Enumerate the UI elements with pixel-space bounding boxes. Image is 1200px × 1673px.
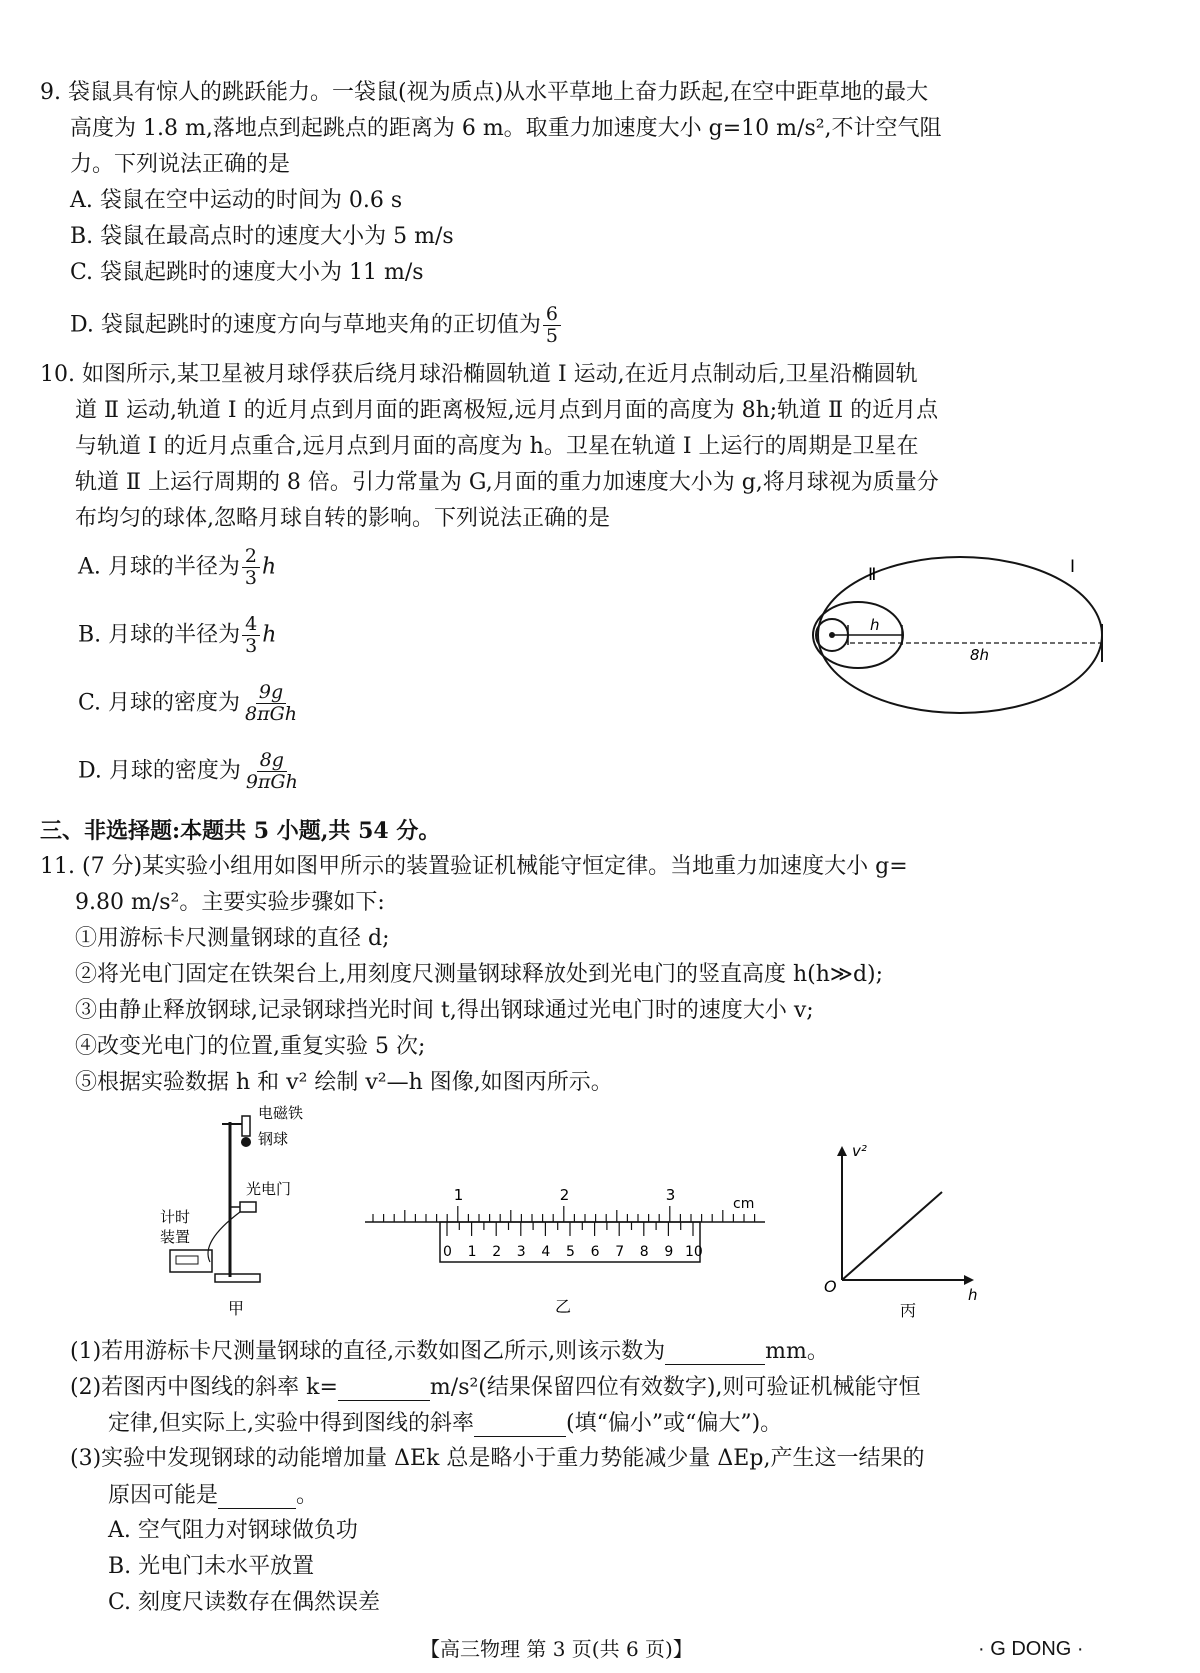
label-orbit-two: Ⅱ: [868, 565, 877, 585]
electromagnet: [242, 1116, 250, 1136]
answer-blank-reason[interactable]: [218, 1482, 296, 1509]
timer-display: [176, 1256, 198, 1264]
caption-yi: 乙: [555, 1297, 572, 1316]
answer-blank-diameter[interactable]: [665, 1338, 765, 1365]
main-scale-ticks: [373, 1206, 755, 1222]
main-scale-label: 1: [453, 1186, 464, 1204]
data-line: [842, 1192, 942, 1280]
q9-option-d-text: D. 袋鼠起跳时的速度方向与草地夹角的正切值为: [70, 312, 541, 338]
answer-blank-slope-bias[interactable]: [474, 1410, 566, 1437]
q9-option-c: C. 袋鼠起跳时的速度大小为 11 m/s: [70, 260, 424, 285]
fraction-numerator: 4: [242, 614, 260, 636]
q9-line3: 力。下列说法正确的是: [70, 152, 291, 177]
q10-option-b: [78, 614, 276, 657]
q11-sub3-text-c: 。: [296, 1483, 319, 1508]
q11-sub3-text-b: 原因可能是: [108, 1483, 219, 1508]
main-scale-label: 3: [665, 1186, 676, 1204]
vernier-scale-label: 6: [590, 1244, 600, 1260]
q11-step4: ④改变光电门的位置,重复实验 5 次;: [75, 1034, 426, 1059]
q11-sub1-text: (1)若用游标卡尺测量钢球的直径,示数如图乙所示,则该示数为: [70, 1339, 666, 1364]
vernier-scale-ticks: [447, 1222, 693, 1236]
q11-option-a: A. 空气阻力对钢球做负功: [108, 1518, 358, 1543]
vernier-scale-label: 4: [541, 1244, 551, 1260]
q10-line2: 道 Ⅱ 运动,轨道 Ⅰ 的近月点到月面的距离极短,远月点到月面的高度为 8h;轨道 Ⅱ 的近月点: [75, 398, 939, 423]
q10-line1: 10. 如图所示,某卫星被月球俘获后绕月球沿椭圆轨道 Ⅰ 运动,在近月点制动后,卫星沿椭圆轨: [40, 362, 918, 387]
section-heading: 三、非选择题:本题共 5 小题,共 54 分。: [40, 818, 441, 844]
q9-line1: 9. 袋鼠具有惊人的跳跃能力。一袋鼠(视为质点)从水平草地上奋力跃起,在空中距草地的最大: [40, 80, 929, 105]
q10-option-a-text: A. 月球的半径为: [78, 554, 240, 580]
q11-step2: ②将光电门固定在铁架台上,用刻度尺测量钢球释放处到光电门的竖直高度 h(h≫d);: [75, 962, 884, 987]
main-scale-labels: [454, 1186, 676, 1204]
q11-sub2-text-c: 定律,但实际上,实验中得到图线的斜率: [108, 1411, 474, 1436]
answer-blank-slope[interactable]: [338, 1374, 430, 1401]
vernier-scale-labels: [443, 1244, 703, 1260]
main-scale-label: 2: [559, 1186, 570, 1204]
footer-code: · G DONG ·: [978, 1638, 1084, 1660]
x-axis-label: h: [968, 1286, 978, 1304]
q11-sub2-text-d: (填“偏小”或“偏大”)。: [566, 1411, 783, 1436]
vernier-scale-label: 8: [639, 1244, 649, 1260]
fraction-tail: h: [261, 554, 277, 580]
fraction-tail: h: [262, 622, 277, 648]
vernier-scale-label: 10: [685, 1244, 703, 1260]
fraction-denominator: 8πGh: [245, 702, 298, 725]
q10-line4: 轨道 Ⅱ 上运行周期的 8 倍。引力常量为 G,月面的重力加速度大小为 g,将月球视为质量分: [75, 470, 939, 495]
q11-sub3-line1: (3)实验中发现钢球的动能增加量 ΔEk 总是略小于重力势能减少量 ΔEp,产生这一结果的: [70, 1446, 925, 1471]
steel-ball: [241, 1137, 251, 1147]
q10-option-d-text: D. 月球的密度为: [78, 758, 241, 784]
label-h: h: [870, 616, 880, 634]
q10-option-a: [78, 546, 276, 589]
q10-line5: 布均匀的球体,忽略月球自转的影响。下列说法正确的是: [75, 506, 610, 531]
vernier-scale-label: 0: [443, 1244, 452, 1260]
q11-option-b: B. 光电门未水平放置: [108, 1554, 315, 1579]
q10-option-a-fraction: [242, 546, 260, 589]
q11-sub2-text-a: (2)若图丙中图线的斜率 k=: [70, 1375, 338, 1400]
v2-h-graph: [820, 1140, 990, 1320]
q9-option-a: A. 袋鼠在空中运动的时间为 0.6 s: [70, 188, 403, 213]
vernier-scale-label: 3: [516, 1244, 526, 1260]
vernier-scale-label: 7: [615, 1244, 625, 1260]
label-photogate: 光电门: [246, 1180, 292, 1198]
photogate: [240, 1202, 256, 1212]
q11-step5: ⑤根据实验数据 h 和 v² 绘制 v²—h 图像,如图丙所示。: [75, 1070, 613, 1095]
q9-option-b: B. 袋鼠在最高点时的速度大小为 5 m/s: [70, 224, 454, 249]
caption-bing: 丙: [900, 1301, 917, 1320]
vernier-scale-label: 9: [664, 1244, 674, 1260]
apparatus-figure: [160, 1102, 310, 1322]
y-axis-label: v²: [852, 1142, 867, 1160]
fraction-denominator: 9πGh: [245, 770, 298, 793]
label-timer-2: 装置: [160, 1228, 191, 1246]
label-steel-ball: 钢球: [258, 1130, 289, 1148]
q10-line3: 与轨道 Ⅰ 的近月点重合,远月点到月面的高度为 h。卫星在轨道 Ⅰ 上运行的周期是卫星在: [75, 434, 919, 459]
label-timer-1: 计时: [160, 1208, 191, 1226]
fraction-numerator: 9g: [256, 682, 286, 704]
label-8h: 8h: [970, 646, 990, 664]
q11-sub3-line2: [108, 1482, 318, 1509]
vernier-caliper-figure: [355, 1172, 775, 1322]
q10-option-b-fraction: [242, 614, 260, 657]
fraction-denominator: 3: [245, 634, 258, 657]
q11-line1: 11. (7 分)某实验小组用如图甲所示的装置验证机械能守恒定律。当地重力加速度大小 g=: [40, 854, 908, 879]
x-axis-arrow: [964, 1275, 974, 1285]
q10-option-d: [78, 750, 303, 793]
q9-option-d-fraction: [543, 304, 561, 347]
origin-label: O: [824, 1277, 837, 1296]
q10-option-c-fraction: [242, 682, 300, 725]
q11-sub1: [70, 1338, 829, 1365]
vernier-scale-label: 5: [566, 1244, 575, 1260]
q11-sub2-text-b: m/s²(结果保留四位有效数字),则可验证机械能守恒: [429, 1375, 921, 1400]
stand-base: [215, 1274, 260, 1282]
q11-sub1-unit: mm。: [765, 1339, 829, 1364]
caption-jia: 甲: [228, 1299, 245, 1318]
q11-sub2-line1: [70, 1374, 920, 1401]
q11-line2: 9.80 m/s²。主要实验步骤如下:: [75, 890, 385, 915]
q10-option-c: [78, 682, 302, 725]
q11-step1: ①用游标卡尺测量钢球的直径 d;: [75, 926, 390, 951]
vernier-scale-label: 1: [467, 1244, 477, 1260]
label-electromagnet: 电磁铁: [258, 1104, 304, 1122]
fraction-numerator: 2: [242, 546, 260, 568]
vernier-scale-label: 2: [492, 1244, 502, 1260]
q11-sub2-line2: [108, 1410, 782, 1437]
q11-step3: ③由静止释放钢球,记录钢球挡光时间 t,得出钢球通过光电门时的速度大小 v;: [75, 998, 814, 1023]
q10-option-b-text: B. 月球的半径为: [78, 622, 241, 648]
page-footer: 【高三物理 第 3 页(共 6 页)】: [420, 1637, 693, 1661]
q10-option-c-text: C. 月球的密度为: [78, 690, 241, 716]
fraction-denominator: 3: [244, 566, 257, 589]
fraction-denominator: 5: [545, 324, 558, 347]
q9-line2: 高度为 1.8 m,落地点到起跳点的距离为 6 m。取重力加速度大小 g=10 m/s²,不计空气阻: [70, 116, 942, 141]
q11-option-c: C. 刻度尺读数存在偶然误差: [108, 1590, 381, 1615]
fraction-numerator: 6: [543, 304, 561, 326]
label-orbit-one: Ⅰ: [1070, 557, 1076, 577]
cable: [208, 1212, 240, 1262]
fraction-numerator: 8g: [257, 750, 287, 772]
orbit-diagram: [810, 550, 1110, 720]
q10-option-d-fraction: [243, 750, 301, 793]
main-scale-unit: cm: [733, 1196, 755, 1212]
q9-option-d: [70, 304, 563, 347]
y-axis-arrow: [837, 1146, 847, 1156]
